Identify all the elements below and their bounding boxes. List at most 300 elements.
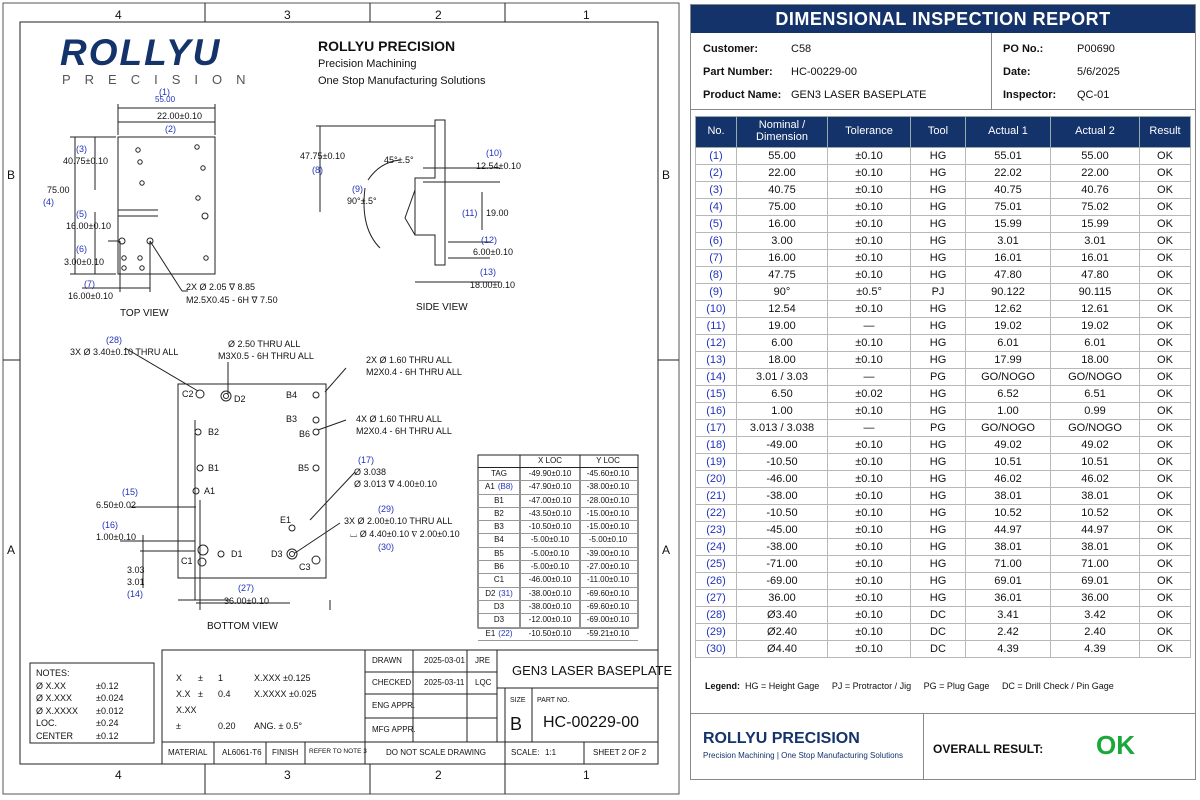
company-line2: One Stop Manufacturing Solutions — [318, 75, 486, 87]
note-value: ±0.024 — [96, 693, 124, 703]
cell-actual-2: 55.00 — [1051, 148, 1140, 165]
tolerance-cell: 0.20 — [218, 721, 236, 731]
cell-actual-2: 71.00 — [1051, 556, 1140, 573]
zone-col-1: 1 — [583, 8, 590, 22]
cell-result: OK — [1140, 148, 1191, 165]
tolerance-block — [176, 670, 354, 734]
report-footer — [691, 713, 1195, 780]
checked-date: 2025-03-11 — [424, 678, 465, 687]
note-d2-b: M3X0.5 - 6H THRU ALL — [218, 351, 314, 361]
cell-no: (26) — [696, 573, 737, 590]
hole-tag-d1: D1 — [231, 549, 243, 559]
side-view-title: SIDE VIEW — [416, 302, 468, 313]
zone-col-3: 3 — [284, 768, 291, 782]
cell-actual-1: 19.02 — [966, 318, 1051, 335]
cell-actual-1: 3.01 — [966, 233, 1051, 250]
inspector-label: Inspector: — [1003, 89, 1057, 101]
hole-table-row — [478, 481, 638, 494]
note-b4-a: 2X Ø 1.60 THRU ALL — [366, 355, 452, 365]
cell-tool: HG — [911, 573, 966, 590]
dim-14-min: 3.01 — [127, 577, 145, 587]
cell-actual-2: 40.76 — [1051, 182, 1140, 199]
cell-no: (9) — [696, 284, 737, 301]
table-row — [696, 437, 1191, 454]
cell-no: (6) — [696, 233, 737, 250]
balloon-1: (1) — [159, 87, 170, 97]
cell-tolerance: ±0.10 — [828, 403, 911, 420]
cell-tool: HG — [911, 454, 966, 471]
cell-actual-1: 6.01 — [966, 335, 1051, 352]
dim-10: 12.54±0.10 — [476, 161, 521, 171]
note-b6-b: M2X0.4 - 6H THRU ALL — [356, 426, 452, 436]
hole-x-loc: -46.00±0.10 — [528, 575, 572, 585]
table-header-row — [696, 117, 1191, 148]
cell-tolerance: — — [828, 318, 911, 335]
note-row — [36, 692, 123, 705]
hole-tag: B6 — [494, 562, 504, 572]
cell-tool: HG — [911, 386, 966, 403]
cell-tolerance: ±0.10 — [828, 267, 911, 284]
notes-box — [36, 667, 123, 742]
hole-y-loc: -11.00±0.10 — [586, 575, 630, 585]
hole-tag-b3: B3 — [286, 414, 298, 424]
cell-no: (28) — [696, 607, 737, 624]
tolerance-cell: 0.4 — [218, 689, 231, 699]
tap-note-2: M2.5X0.45 - 6H ∇ 7.50 — [186, 295, 278, 305]
col-actual-1: Actual 1 — [966, 117, 1051, 148]
inspection-table — [695, 116, 1191, 658]
hole-tag-b6: B6 — [299, 429, 311, 439]
hole-x-loc: -12.00±0.10 — [528, 615, 572, 625]
cell-actual-1: 16.01 — [966, 250, 1051, 267]
hole-tag: B5 — [494, 548, 504, 558]
tolerance-cell: ± — [198, 673, 203, 683]
table-row — [696, 250, 1191, 267]
hole-tag-a1: A1 — [204, 486, 216, 496]
cell-nominal: -49.00 — [737, 437, 828, 454]
cell-actual-1: 4.39 — [966, 641, 1051, 658]
table-row — [696, 216, 1191, 233]
cell-result: OK — [1140, 539, 1191, 556]
cell-result: OK — [1140, 250, 1191, 267]
cell-no: (12) — [696, 335, 737, 352]
cell-tool: HG — [911, 182, 966, 199]
cell-tool: PJ — [911, 284, 966, 301]
hole-table-tag-cell — [478, 601, 520, 613]
cell-actual-1: 40.75 — [966, 182, 1051, 199]
footer-company: ROLLYU PRECISION — [703, 730, 860, 747]
table-row — [696, 165, 1191, 182]
cell-tool: HG — [911, 505, 966, 522]
dim-6: 3.00±0.10 — [64, 257, 104, 267]
hole-table-header — [478, 455, 638, 468]
hole-x-loc: -10.50±0.10 — [528, 522, 572, 532]
hole-table-tag-cell — [478, 614, 520, 626]
cell-tool: DC — [911, 641, 966, 658]
tolerance-cell: ANG. ± 0.5° — [254, 721, 303, 731]
hole-table-tag-cell — [478, 495, 520, 507]
hole-ref-balloon: (22) — [498, 628, 513, 638]
po-label: PO No.: — [1003, 43, 1044, 55]
hole-y-loc: -69.00±0.10 — [586, 615, 630, 625]
cell-no: (3) — [696, 182, 737, 199]
cell-tolerance: ±0.10 — [828, 148, 911, 165]
date-label: Date: — [1003, 66, 1031, 78]
scale-value: 1:1 — [545, 748, 557, 757]
bottom-view-title: BOTTOM VIEW — [207, 621, 278, 632]
cell-actual-2: 6.01 — [1051, 335, 1140, 352]
hole-table-row — [478, 614, 638, 627]
po-value: P00690 — [1077, 43, 1115, 55]
hole-x-loc: -49.90±0.10 — [528, 469, 572, 478]
cell-actual-1: 49.02 — [966, 437, 1051, 454]
note-28: 3X Ø 3.40±0.10 THRU ALL — [70, 347, 179, 357]
cell-tolerance: ±0.10 — [828, 624, 911, 641]
cell-nominal: 55.00 — [737, 148, 828, 165]
cell-result: OK — [1140, 471, 1191, 488]
cell-no: (20) — [696, 471, 737, 488]
cell-actual-1: 1.00 — [966, 403, 1051, 420]
cell-actual-2: 90.115 — [1051, 284, 1140, 301]
cell-nominal: 3.013 / 3.038 — [737, 420, 828, 437]
cell-nominal: 90° — [737, 284, 828, 301]
cell-nominal: -71.00 — [737, 556, 828, 573]
table-row — [696, 199, 1191, 216]
cell-nominal: Ø3.40 — [737, 607, 828, 624]
balloon-9: (9) — [352, 184, 363, 194]
hole-table-head-x: X LOC — [537, 456, 562, 465]
cell-result: OK — [1140, 573, 1191, 590]
cell-nominal: -69.00 — [737, 573, 828, 590]
note-d2-a: Ø 2.50 THRU ALL — [228, 339, 301, 349]
hole-tag-c1: C1 — [181, 556, 193, 566]
zone-row-a: A — [662, 543, 671, 557]
cell-no: (5) — [696, 216, 737, 233]
customer-value: C58 — [791, 43, 812, 55]
legend — [705, 681, 1114, 691]
cell-actual-1: 69.01 — [966, 573, 1051, 590]
cell-nominal: 6.50 — [737, 386, 828, 403]
cell-tool: HG — [911, 539, 966, 556]
hole-x-loc: -5.00±0.10 — [530, 535, 570, 545]
note-key: Ø X.XXXX — [36, 705, 79, 716]
cell-result: OK — [1140, 522, 1191, 539]
cell-tool: HG — [911, 335, 966, 352]
balloon-15: (15) — [122, 487, 139, 497]
hole-tag: TAG — [491, 469, 507, 478]
cell-result: OK — [1140, 556, 1191, 573]
cell-tool: HG — [911, 267, 966, 284]
cell-nominal: 1.00 — [737, 403, 828, 420]
cell-actual-1: 17.99 — [966, 352, 1051, 369]
note-row — [36, 730, 123, 743]
part-number-value: HC-00229-00 — [791, 66, 858, 78]
note-row — [36, 717, 123, 730]
balloon-8: (8) — [312, 165, 323, 175]
dim-13: 18.00±0.10 — [470, 280, 515, 290]
cell-no: (14) — [696, 369, 737, 386]
table-row — [696, 182, 1191, 199]
mfg-appr-label: MFG APPR. — [372, 725, 416, 734]
table-row — [696, 403, 1191, 420]
dim-16: 1.00±0.10 — [96, 532, 136, 542]
cell-result: OK — [1140, 454, 1191, 471]
cell-nominal: 16.00 — [737, 216, 828, 233]
report-title: DIMENSIONAL INSPECTION REPORT — [691, 5, 1195, 33]
cell-result: OK — [1140, 318, 1191, 335]
cell-actual-2: 12.61 — [1051, 301, 1140, 318]
balloon-30: (30) — [378, 542, 395, 552]
cell-tool: HG — [911, 437, 966, 454]
cell-no: (13) — [696, 352, 737, 369]
hole-tag-d2: D2 — [234, 394, 246, 404]
cell-no: (11) — [696, 318, 737, 335]
table-row — [696, 386, 1191, 403]
cell-actual-1: 36.01 — [966, 590, 1051, 607]
company-name: ROLLYU PRECISION — [318, 38, 456, 54]
tap-note-1: 2X Ø 2.05 ∇ 8.85 — [186, 282, 256, 292]
drawn-date: 2025-03-01 — [424, 656, 465, 665]
cell-tool: HG — [911, 216, 966, 233]
cell-tolerance: ±0.10 — [828, 454, 911, 471]
hole-tag-b1: B1 — [208, 463, 220, 473]
table-row — [696, 284, 1191, 301]
table-row — [696, 420, 1191, 437]
size-label: SIZE — [510, 697, 526, 704]
cell-tool: HG — [911, 488, 966, 505]
cell-result: OK — [1140, 403, 1191, 420]
hole-y-loc: -38.00±0.10 — [586, 482, 630, 492]
hole-table-tag-cell — [478, 468, 520, 480]
legend-dc: DC = Drill Check / Pin Gage — [1001, 681, 1114, 691]
drawn-label: DRAWN — [372, 656, 402, 665]
cell-nominal: 6.00 — [737, 335, 828, 352]
hole-x-loc: -38.00±0.10 — [528, 601, 572, 611]
dim-5: 16.00±0.10 — [66, 221, 111, 231]
balloon-11: (11) — [462, 208, 478, 218]
cell-tolerance: ±0.10 — [828, 182, 911, 199]
hole-table-row — [478, 628, 638, 641]
scale-label: SCALE: — [511, 748, 540, 757]
hole-table-row — [478, 561, 638, 574]
cell-tolerance: — — [828, 369, 911, 386]
cell-result: OK — [1140, 590, 1191, 607]
cell-tool: HG — [911, 301, 966, 318]
hole-tag: D3 — [493, 601, 505, 611]
hole-x-loc: -47.90±0.10 — [528, 482, 572, 492]
cell-actual-2: GO/NOGO — [1051, 420, 1140, 437]
angle-90: 90°±.5° — [347, 196, 377, 206]
cell-tolerance: ±0.10 — [828, 590, 911, 607]
hole-table-tag-cell — [478, 534, 520, 546]
cell-actual-1: 38.01 — [966, 488, 1051, 505]
table-row — [696, 641, 1191, 658]
hole-table-row — [478, 468, 638, 481]
table-row — [696, 148, 1191, 165]
cell-no: (2) — [696, 165, 737, 182]
cell-nominal: 75.00 — [737, 199, 828, 216]
note-value: ±0.12 — [96, 730, 119, 741]
hole-x-loc: -5.00±0.10 — [530, 548, 570, 558]
cell-tolerance: ±0.10 — [828, 522, 911, 539]
cell-actual-2: 69.01 — [1051, 573, 1140, 590]
cell-nominal: Ø4.40 — [737, 641, 828, 658]
balloon-5: (5) — [76, 209, 87, 219]
note-key: Ø X.XXX — [36, 693, 73, 703]
cell-tolerance: ±0.5° — [828, 284, 911, 301]
hole-tag-c2: C2 — [182, 389, 194, 399]
note-b4-b: M2X0.4 - 6H THRU ALL — [366, 367, 462, 377]
table-row — [696, 522, 1191, 539]
cell-tolerance: — — [828, 420, 911, 437]
hole-tag: A1 — [485, 482, 495, 492]
table-row — [696, 267, 1191, 284]
hole-table-tag-cell — [478, 628, 520, 640]
cell-tool: HG — [911, 403, 966, 420]
note-17-a: Ø 3.038 — [354, 467, 387, 477]
hole-table-row — [478, 574, 638, 587]
drawing-title: GEN3 LASER BASEPLATE — [512, 663, 673, 678]
overall-result-label: OVERALL RESULT: — [933, 742, 1044, 756]
note-value: ±0.012 — [96, 705, 124, 716]
cell-result: OK — [1140, 335, 1191, 352]
cell-actual-2: 38.01 — [1051, 488, 1140, 505]
table-row — [696, 607, 1191, 624]
table-row — [696, 301, 1191, 318]
note-b6-a: 4X Ø 1.60 THRU ALL — [356, 414, 442, 424]
cell-tool: HG — [911, 556, 966, 573]
cell-nominal: -10.50 — [737, 505, 828, 522]
material-value: AL6061-T6 — [222, 748, 262, 757]
cell-actual-1: 22.02 — [966, 165, 1051, 182]
cell-actual-2: 4.39 — [1051, 641, 1140, 658]
table-row — [696, 590, 1191, 607]
hole-tag: D3 — [493, 615, 505, 625]
cell-tolerance: ±0.10 — [828, 233, 911, 250]
cell-actual-2: 18.00 — [1051, 352, 1140, 369]
footer-divider — [923, 714, 924, 780]
drawn-by: JRE — [475, 656, 491, 665]
col-result: Result — [1140, 117, 1191, 148]
part-no-label: PART NO. — [537, 697, 570, 704]
company-line1: Precision Machining — [318, 58, 417, 70]
cell-tool: HG — [911, 199, 966, 216]
col-actual-2: Actual 2 — [1051, 117, 1140, 148]
hole-tag: D2 — [485, 588, 496, 598]
notes-title: NOTES: — [36, 668, 70, 678]
cell-result: OK — [1140, 216, 1191, 233]
hole-table-tag-cell — [478, 561, 520, 573]
cell-tolerance: ±0.10 — [828, 471, 911, 488]
cell-nominal: -45.00 — [737, 522, 828, 539]
note-29-a: 3X Ø 2.00±0.10 THRU ALL — [344, 516, 453, 526]
cell-actual-2: 75.02 — [1051, 199, 1140, 216]
hole-tag: B2 — [494, 508, 504, 518]
dim-1: 55.00 — [155, 95, 176, 104]
do-not-scale: DO NOT SCALE DRAWING — [386, 748, 487, 757]
cell-result: OK — [1140, 607, 1191, 624]
cell-tool: HG — [911, 522, 966, 539]
legend-pj: PJ = Protractor / Jig — [831, 681, 912, 691]
cell-result: OK — [1140, 488, 1191, 505]
cell-no: (27) — [696, 590, 737, 607]
hole-tag-e1: E1 — [280, 515, 292, 525]
cell-nominal: 12.54 — [737, 301, 828, 318]
hole-y-loc: -59.21±0.10 — [586, 628, 630, 638]
inspection-report — [690, 4, 1196, 780]
tolerance-row — [176, 670, 354, 686]
cell-actual-1: GO/NOGO — [966, 420, 1051, 437]
balloon-27: (27) — [238, 583, 255, 593]
cell-actual-2: 44.97 — [1051, 522, 1140, 539]
hole-tag-c3: C3 — [299, 562, 311, 572]
cell-actual-1: 10.52 — [966, 505, 1051, 522]
sheet-number: SHEET 2 OF 2 — [593, 748, 647, 757]
note-value: ±0.12 — [96, 680, 119, 691]
cell-result: OK — [1140, 165, 1191, 182]
cell-no: (22) — [696, 505, 737, 522]
cell-actual-1: 90.122 — [966, 284, 1051, 301]
logo: ROLLYU — [60, 32, 222, 73]
hole-table-tag-cell — [478, 588, 520, 600]
cell-actual-1: 10.51 — [966, 454, 1051, 471]
cell-result: OK — [1140, 641, 1191, 658]
note-29-b: ⌴ Ø 4.40±0.10 ∇ 2.00±0.10 — [350, 529, 460, 539]
cell-tolerance: ±0.10 — [828, 437, 911, 454]
table-row — [696, 573, 1191, 590]
cell-result: OK — [1140, 267, 1191, 284]
note-key: LOC. — [36, 718, 58, 728]
product-name-label: Product Name: — [703, 89, 782, 101]
info-rule — [691, 109, 1195, 110]
cell-result: OK — [1140, 624, 1191, 641]
hole-tag: B3 — [494, 522, 504, 532]
table-row — [696, 369, 1191, 386]
hole-x-loc: -43.50±0.10 — [528, 508, 572, 518]
cell-tool: DC — [911, 624, 966, 641]
cell-actual-2: 16.01 — [1051, 250, 1140, 267]
cell-nominal: 3.01 / 3.03 — [737, 369, 828, 386]
cell-result: OK — [1140, 369, 1191, 386]
part-number-label: Part Number: — [703, 66, 773, 78]
cell-nominal: -46.00 — [737, 471, 828, 488]
cell-no: (23) — [696, 522, 737, 539]
legend-pg: PG = Plug Gage — [923, 681, 990, 691]
info-divider — [991, 33, 992, 109]
cell-actual-1: 38.01 — [966, 539, 1051, 556]
cell-tolerance: ±0.10 — [828, 556, 911, 573]
hole-tag-b4: B4 — [286, 390, 298, 400]
hole-table-row — [478, 534, 638, 547]
cell-actual-1: 71.00 — [966, 556, 1051, 573]
note-row — [36, 680, 123, 693]
cell-tool: HG — [911, 471, 966, 488]
tolerance-row — [176, 686, 354, 702]
legend-label: Legend: — [705, 681, 740, 691]
zone-row-b: B — [662, 168, 671, 182]
hole-y-loc: -28.00±0.10 — [586, 495, 630, 505]
cell-actual-1: 75.01 — [966, 199, 1051, 216]
cell-tool: HG — [911, 318, 966, 335]
cell-result: OK — [1140, 301, 1191, 318]
cell-nominal: 36.00 — [737, 590, 828, 607]
cell-actual-2: 19.02 — [1051, 318, 1140, 335]
cell-nominal: 47.75 — [737, 267, 828, 284]
balloon-29: (29) — [378, 504, 395, 514]
cell-nominal: 22.00 — [737, 165, 828, 182]
cell-nominal: 16.00 — [737, 250, 828, 267]
table-row — [696, 505, 1191, 522]
